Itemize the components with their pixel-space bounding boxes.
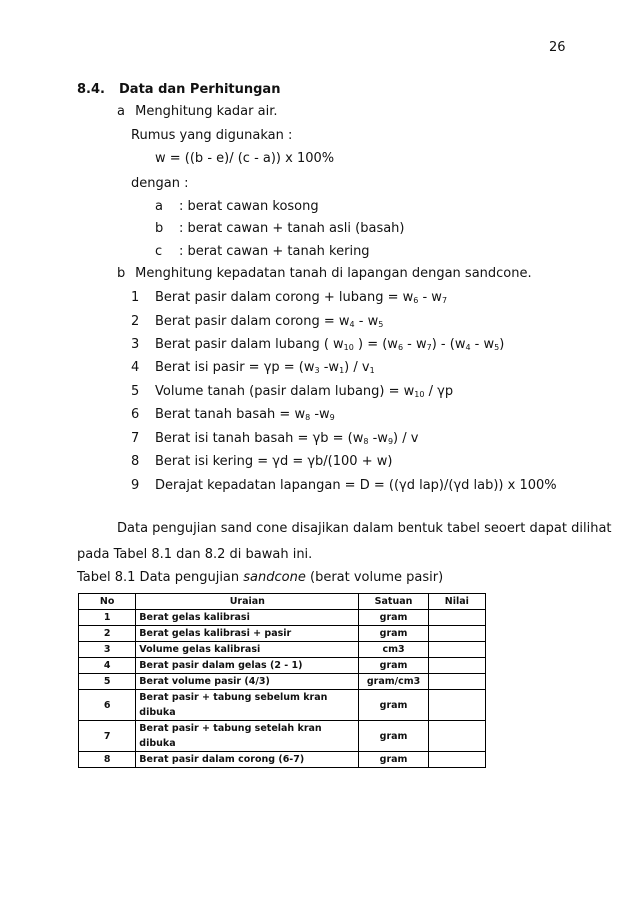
step-item [131, 407, 335, 422]
cell-satuan: gram [359, 626, 428, 642]
step-number: 4 [131, 360, 140, 375]
step-text: ) = (w [353, 337, 398, 352]
step-number: 3 [131, 337, 140, 352]
step-text: Berat isi tanah basah = γb = (w [155, 431, 364, 446]
cell-uraian: Berat gelas kalibrasi [136, 610, 359, 626]
step-text: ) [499, 337, 505, 352]
cell-nilai [428, 626, 485, 642]
step-text: ) / v [344, 360, 370, 375]
definition-item [131, 244, 370, 259]
step-text: / γp [424, 384, 454, 399]
subscript: 8 [363, 437, 369, 446]
subscript: 7 [441, 296, 448, 305]
header-no: No [79, 594, 136, 610]
step-text: - w [418, 290, 442, 305]
cell-uraian: Berat pasir dalam gelas (2 - 1) [136, 658, 359, 674]
cell-nilai [428, 721, 485, 752]
definition-symbol: c [155, 244, 163, 259]
subscript: 7 [426, 343, 432, 352]
cell-satuan: gram [359, 658, 428, 674]
part-b-title: Menghitung kepadatan tanah di lapangan dengan sandcone. [135, 266, 532, 281]
dengan-label: dengan : [131, 176, 189, 191]
step-item [131, 337, 504, 352]
subscript: 9 [329, 413, 335, 422]
caption-suffix: (berat volume pasir) [305, 570, 444, 585]
cell-nilai [428, 610, 485, 626]
cell-nilai [428, 642, 485, 658]
part-b-label: b [117, 266, 126, 281]
step-text: - w [354, 314, 379, 329]
step-item [131, 431, 418, 446]
part-a-title: Menghitung kadar air. [135, 104, 278, 119]
table-row [79, 610, 486, 626]
table-row [79, 674, 486, 690]
part-b-heading [117, 266, 532, 281]
subscript: 4 [349, 320, 355, 329]
definition-text: : berat cawan + tanah asli (basah) [179, 221, 405, 236]
step-text: -w [368, 431, 388, 446]
cell-no: 1 [79, 610, 136, 626]
paragraph-line: pada Tabel 8.1 dan 8.2 di bawah ini. [77, 547, 313, 562]
subscript: 3 [314, 366, 320, 375]
table-row [79, 690, 486, 721]
subscript: 6 [413, 296, 419, 305]
cell-uraian: Berat pasir dalam corong (6-7) [136, 752, 359, 768]
step-number: 9 [131, 478, 140, 493]
table-row [79, 721, 486, 752]
step-text: Berat isi pasir = γp = (w [155, 360, 315, 375]
caption-italic: sandcone [243, 570, 306, 585]
subscript: 8 [305, 413, 311, 422]
step-number: 1 [131, 290, 140, 305]
cell-no: 3 [79, 642, 136, 658]
cell-satuan: gram [359, 721, 428, 752]
subscript: 4 [465, 343, 471, 352]
table-header-row [79, 594, 486, 610]
step-text: Berat pasir dalam corong + lubang = w [155, 290, 414, 305]
subscript: 5 [378, 320, 384, 329]
header-nilai: Nilai [428, 594, 485, 610]
step-text: Berat tanah basah = w [155, 407, 306, 422]
definition-item [131, 221, 405, 236]
step-text: Berat pasir dalam lubang ( w [155, 337, 344, 352]
cell-nilai [428, 658, 485, 674]
cell-nilai [428, 690, 485, 721]
table-row [79, 752, 486, 768]
cell-satuan: cm3 [359, 642, 428, 658]
definition-symbol: b [155, 221, 164, 236]
table-row [79, 658, 486, 674]
cell-no: 5 [79, 674, 136, 690]
step-item [131, 384, 453, 399]
cell-no: 6 [79, 690, 136, 721]
step-text: ) - (w [431, 337, 466, 352]
table-row [79, 642, 486, 658]
cell-uraian: Berat pasir + tabung sebelum kran dibuka [136, 690, 359, 721]
step-item [131, 454, 392, 469]
section-title: Data dan Perhitungan [119, 82, 281, 97]
step-number: 6 [131, 407, 140, 422]
cell-nilai [428, 674, 485, 690]
subscript: 1 [369, 366, 375, 375]
definition-symbol: a [155, 199, 163, 214]
cell-satuan: gram [359, 752, 428, 768]
cell-nilai [428, 752, 485, 768]
definition-item [131, 199, 319, 214]
part-a-label: a [117, 104, 125, 119]
subscript: 6 [397, 343, 404, 352]
moisture-formula: w = ((b - e)/ (c - a)) x 100% [155, 151, 335, 166]
definition-text: : berat cawan kosong [179, 199, 319, 214]
cell-uraian: Volume gelas kalibrasi [136, 642, 359, 658]
step-text: Berat pasir dalam corong = w [155, 314, 350, 329]
cell-satuan: gram/cm3 [359, 674, 428, 690]
cell-uraian: Berat gelas kalibrasi + pasir [136, 626, 359, 642]
part-a-heading [117, 104, 277, 119]
subscript: 9 [387, 437, 394, 446]
header-satuan: Satuan [359, 594, 428, 610]
cell-no: 4 [79, 658, 136, 674]
subscript: 5 [494, 343, 500, 352]
step-number: 7 [131, 431, 140, 446]
step-number: 8 [131, 454, 140, 469]
step-item [131, 478, 557, 493]
subscript: 10 [343, 343, 354, 352]
paragraph-line: Data pengujian sand cone disajikan dalam bentuk tabel seoert dapat dilihat [117, 521, 612, 536]
step-text: Berat isi kering = γd = γb/(100 + w) [155, 454, 393, 469]
page-number: 26 [549, 40, 566, 55]
step-text: ) / v [393, 431, 419, 446]
step-text: - w [403, 337, 427, 352]
definition-text: : berat cawan + tanah kering [179, 244, 370, 259]
cell-uraian: Berat volume pasir (4/3) [136, 674, 359, 690]
step-text: Derajat kepadatan lapangan = D = ((γd lap)/(γd lab)) x 100% [155, 478, 557, 493]
section-number: 8.4. [77, 82, 105, 97]
step-text: Volume tanah (pasir dalam lubang) = w [155, 384, 415, 399]
step-item [131, 314, 383, 329]
table-caption [77, 570, 443, 585]
step-text: - w [470, 337, 495, 352]
step-number: 2 [131, 314, 140, 329]
caption-prefix: Tabel 8.1 Data pengujian [77, 570, 244, 585]
cell-no: 8 [79, 752, 136, 768]
cell-no: 2 [79, 626, 136, 642]
header-uraian: Uraian [136, 594, 359, 610]
step-number: 5 [131, 384, 140, 399]
step-item [131, 360, 375, 375]
subscript: 10 [414, 390, 425, 399]
cell-no: 7 [79, 721, 136, 752]
cell-uraian: Berat pasir + tabung setelah kran dibuka [136, 721, 359, 752]
table-row [79, 626, 486, 642]
step-item [131, 290, 447, 305]
step-text: -w [319, 360, 340, 375]
step-text: -w [310, 407, 330, 422]
subscript: 1 [339, 366, 345, 375]
cell-satuan: gram [359, 690, 428, 721]
sandcone-table [78, 593, 486, 768]
cell-satuan: gram [359, 610, 428, 626]
section-heading [77, 82, 280, 97]
rumus-label: Rumus yang digunakan : [131, 128, 293, 143]
